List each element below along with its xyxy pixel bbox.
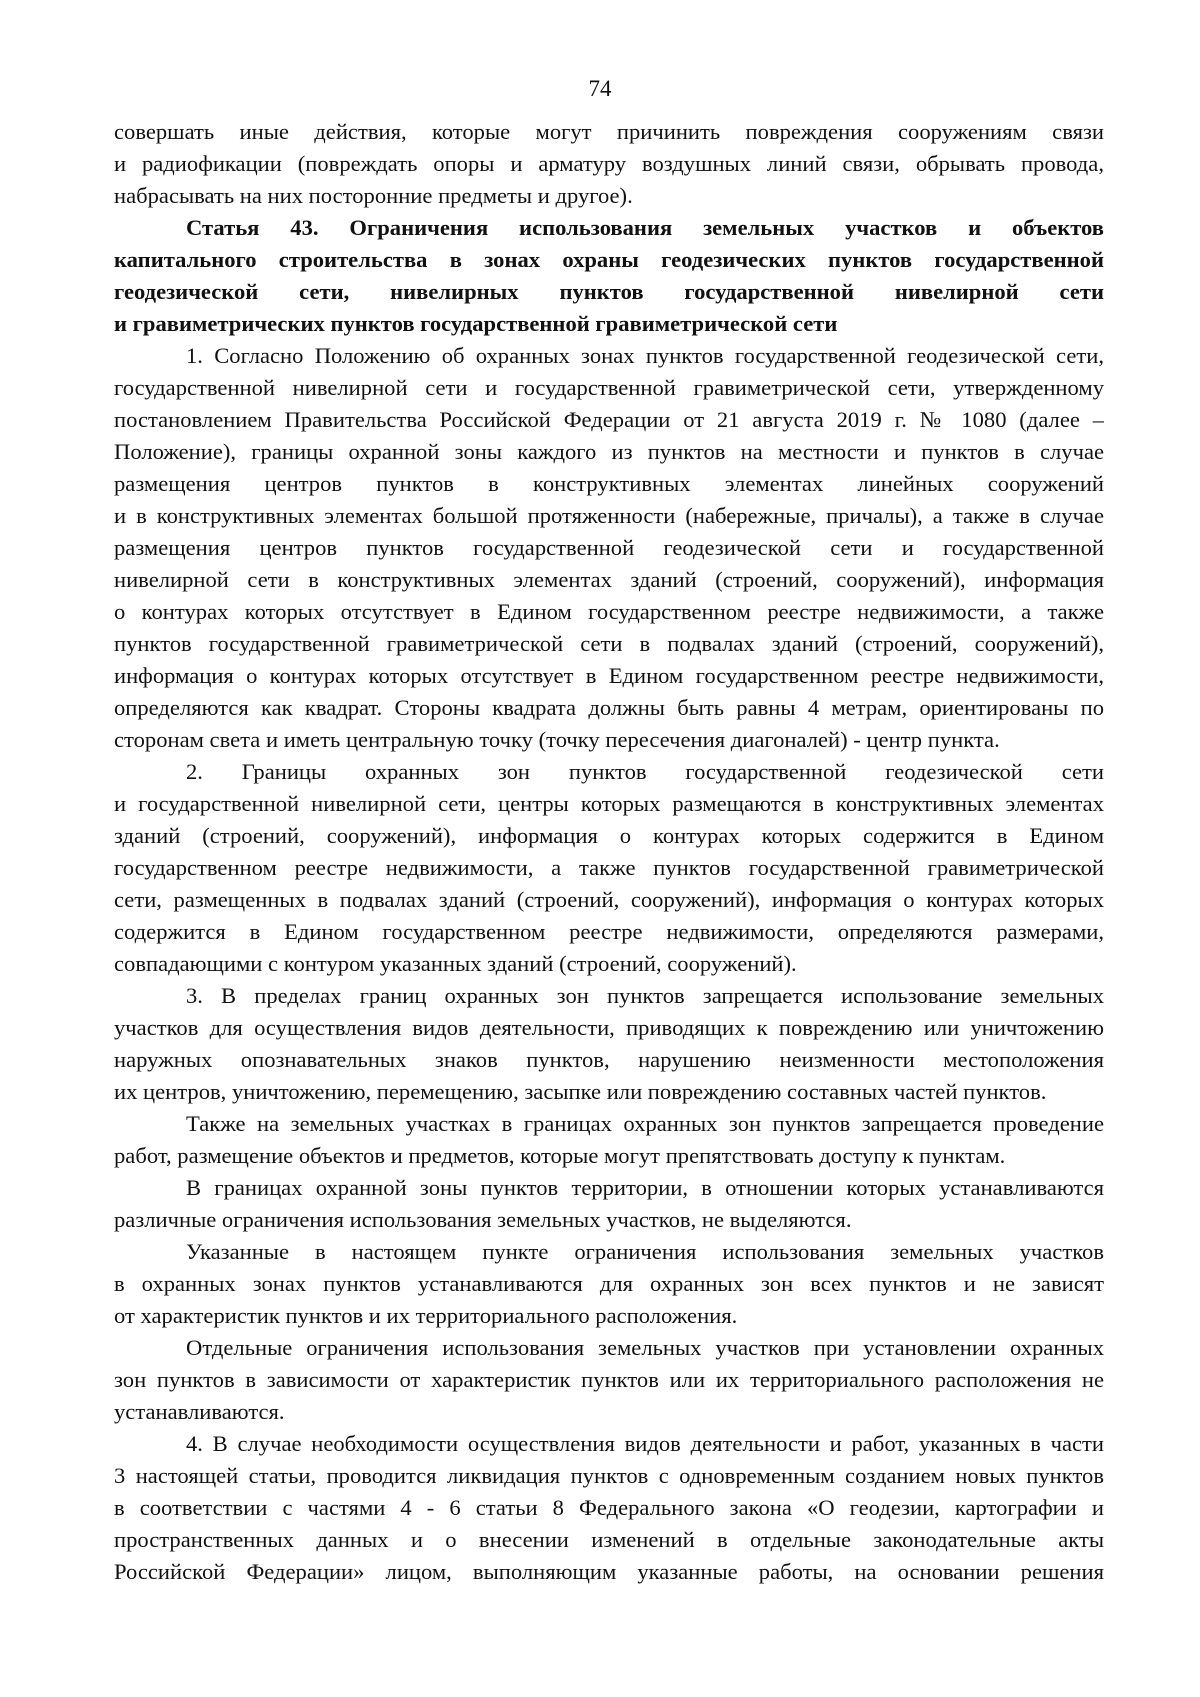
text-line: Положение), границы охранной зоны каждого из пунктов на местности и пунктов в случае [114, 439, 1104, 464]
paragraph [114, 340, 1104, 756]
paragraph [114, 1332, 1104, 1428]
text-line: зон пунктов в зависимости от характеристик пунктов или их территориального расположения не [114, 1367, 1104, 1392]
text-line: о контурах которых отсутствует в Едином государственном реестре недвижимости, а также [114, 599, 1104, 624]
heading-line: капитального строительства в зонах охраны геодезических пунктов государственной [114, 247, 1104, 272]
page-number: 74 [588, 76, 612, 101]
text-line: в соответствии с частями 4 - 6 статьи 8 Федерального закона «О геодезии, картографии и [114, 1495, 1104, 1520]
text-line: зданий (строений, сооружений), информация о контурах которых содержится в Едином [114, 823, 1104, 848]
heading-line: Статья 43. Ограничения использования земельных участков и объектов [186, 215, 1104, 240]
text-line: пунктов государственной гравиметрической сети в подвалах зданий (строений, сооружений), [114, 631, 1104, 656]
text-line: определяются как квадрат. Стороны квадрата должны быть равны 4 метрам, ориентированы по [114, 695, 1104, 720]
text-line: нивелирной сети в конструктивных элементах зданий (строений, сооружений), информация [114, 567, 1104, 592]
text-line: 2. Границы охранных зон пунктов государственной геодезической сети [186, 759, 1104, 784]
text-line: и в конструктивных элементах большой протяженности (набережные, причалы), а также в случае [114, 503, 1104, 528]
text-line: участков для осуществления видов деятельности, приводящих к повреждению или уничтожению [114, 1015, 1104, 1040]
text-line: 1. Согласно Положению об охранных зонах пунктов государственной геодезической сети, [186, 343, 1104, 368]
text-line: различные ограничения использования земельных участков, не выделяются. [114, 1207, 852, 1232]
text-line: работ, размещение объектов и предметов, которые могут препятствовать доступу к пунктам. [114, 1143, 1006, 1168]
text-line: государственном реестре недвижимости, а также пунктов государственной гравиметрической [114, 855, 1104, 880]
text-line: Указанные в настоящем пункте ограничения использования земельных участков [186, 1239, 1104, 1264]
text-line: сети, размещенных в подвалах зданий (строений, сооружений), информация о контурах которых [114, 887, 1104, 912]
text-line: и государственной нивелирной сети, центры которых размещаются в конструктивных элементах [114, 791, 1104, 816]
paragraph [114, 756, 1104, 980]
text-line: В границах охранной зоны пунктов территории, в отношении которых устанавливаются [186, 1175, 1104, 1200]
text-line: информация о контурах которых отсутствует в Едином государственном реестре недвижимости, [114, 663, 1104, 688]
paragraph [114, 1428, 1104, 1588]
heading-line: и гравиметрических пунктов государственной гравиметрической сети [114, 311, 838, 336]
paragraph [114, 1236, 1104, 1332]
text-line: постановлением Правительства Российской Федерации от 21 августа 2019 г. № 1080 (далее – [114, 407, 1104, 432]
text-line: их центров, уничтожению, перемещению, засыпке или повреждению составных частей пунктов. [114, 1079, 1047, 1104]
text-line: набрасывать на них посторонние предметы и другое). [114, 183, 633, 208]
text-line: размещения центров пунктов в конструктивных элементах линейных сооружений [114, 471, 1104, 496]
text-line: 4. В случае необходимости осуществления видов деятельности и работ, указанных в части [186, 1431, 1104, 1456]
text-line: Также на земельных участках в границах охранных зон пунктов запрещается проведение [186, 1111, 1104, 1136]
text-line: сторонам света и иметь центральную точку (точку пересечения диагоналей) - центр пункта. [114, 727, 1000, 752]
text-line: Российской Федерации» лицом, выполняющим указанные работы, на основании решения [114, 1559, 1104, 1584]
text-line: пространственных данных и о внесении изменений в отдельные законодательные акты [114, 1527, 1104, 1552]
text-line: и радиофикации (повреждать опоры и арматуру воздушных линий связи, обрывать провода, [114, 151, 1104, 176]
text-line: от характеристик пунктов и их территориального расположения. [114, 1303, 738, 1328]
heading-line: геодезической сети, нивелирных пунктов государственной нивелирной сети [114, 279, 1104, 304]
text-line: устанавливаются. [114, 1399, 285, 1424]
text-line: содержится в Едином государственном реестре недвижимости, определяются размерами, [114, 919, 1104, 944]
paragraph [114, 1108, 1104, 1172]
text-line: размещения центров пунктов государственной геодезической сети и государственной [114, 535, 1104, 560]
text-line: Отдельные ограничения использования земельных участков при установлении охранных [186, 1335, 1104, 1360]
text-line: 3. В пределах границ охранных зон пунктов запрещается использование земельных [186, 983, 1104, 1008]
text-line: совершать иные действия, которые могут причинить повреждения сооружениям связи [114, 119, 1104, 144]
text-line: наружных опознавательных знаков пунктов, нарушению неизменности местоположения [114, 1047, 1104, 1072]
text-line: в охранных зонах пунктов устанавливаются для охранных зон всех пунктов и не зависят [114, 1271, 1104, 1296]
text-line: государственной нивелирной сети и государственной гравиметрической сети, утвержденному [114, 375, 1104, 400]
paragraph [114, 980, 1104, 1108]
paragraph [114, 1172, 1104, 1236]
text-line: 3 настоящей статьи, проводится ликвидация пунктов с одновременным созданием новых пунктов [114, 1463, 1104, 1488]
article-heading [114, 212, 1104, 340]
text-line: совпадающими с контуром указанных зданий (строений, сооружений). [114, 951, 797, 976]
paragraph [114, 116, 1104, 212]
document-body [114, 116, 1104, 1588]
